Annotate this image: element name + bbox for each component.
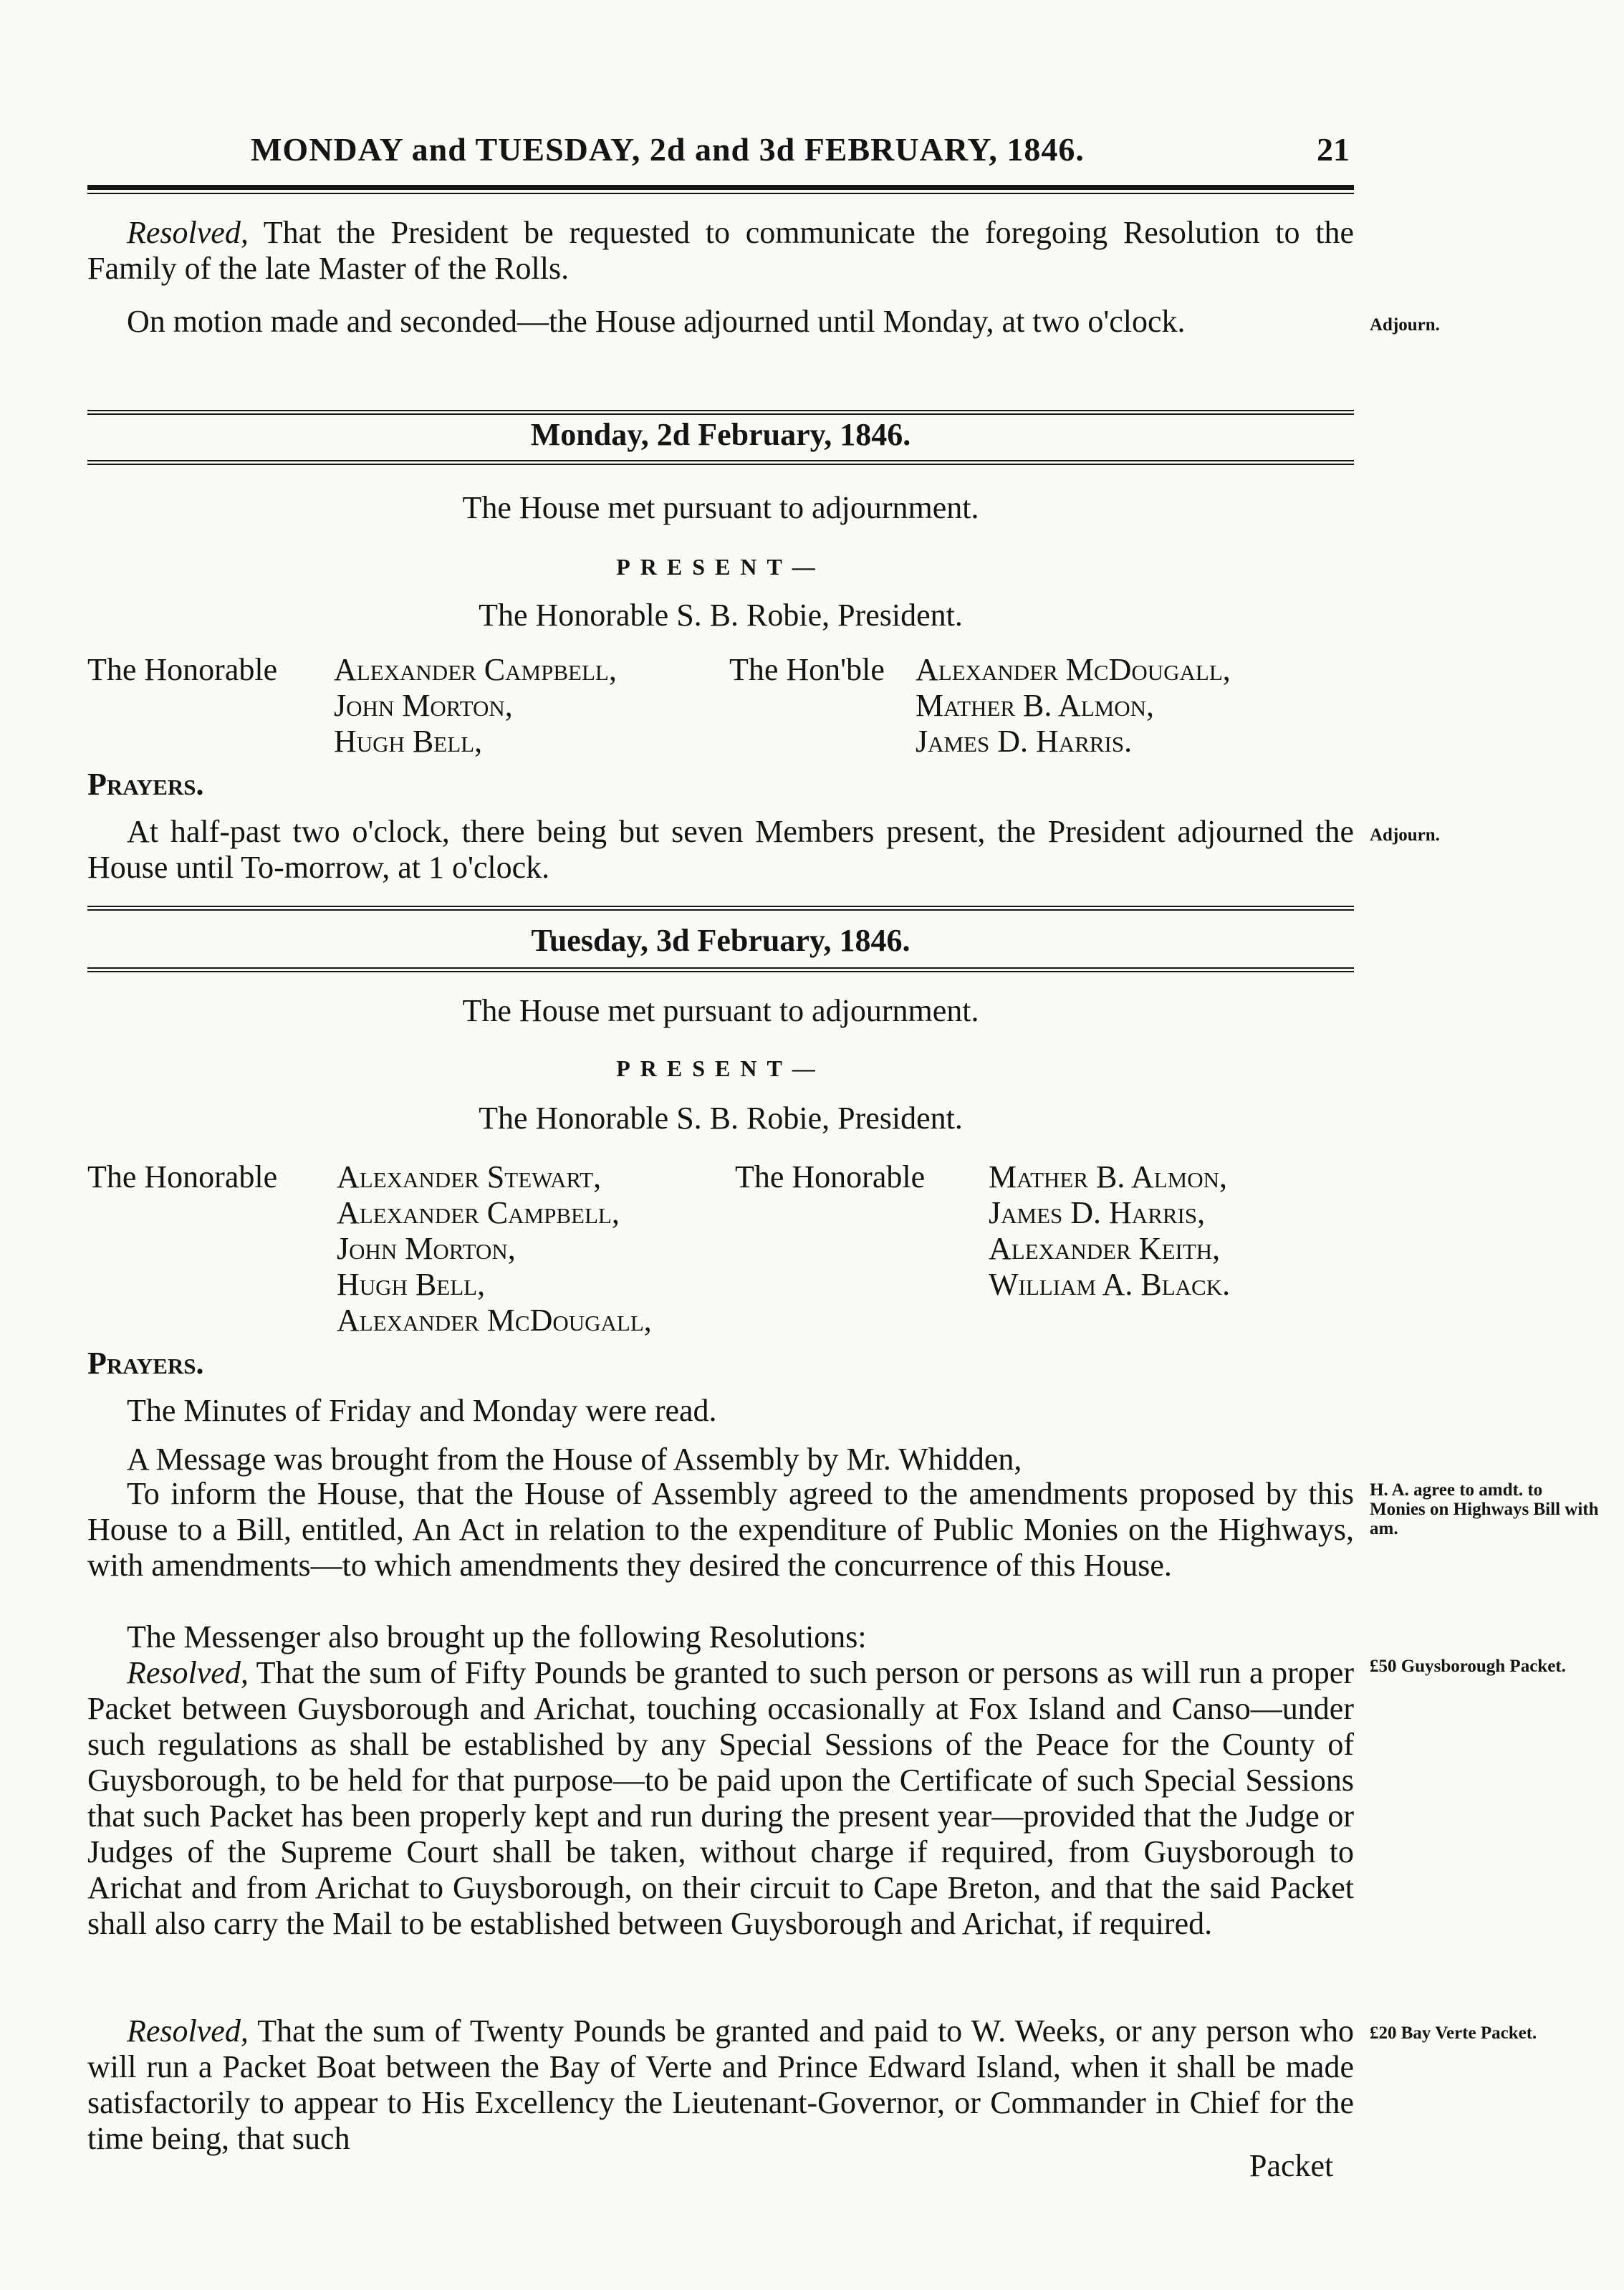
messenger-text: The Messenger also brought up the following Resolutions: xyxy=(127,1619,867,1654)
resolved-label: Resolved, xyxy=(127,1655,249,1690)
section-rule xyxy=(87,413,1354,415)
resolution-guysborough-text: That the sum of Fifty Pounds be granted to such person or persons as will run a proper Packet between Guysborough and Arichat, touching occasionally at Fox Island and Canso—under such regulations as shall be established by any Special Sessions of the Peace for the County of Guysborough, to be held for that purpose—to be paid upon the Certificate of such Special Sessions that such Packet has been properly kept and run during the present year—provided that the Judge or Judges of the Supreme Court shall be taken, without charge if required, from Guysborough to Arichat and from Arichat to Guysborough, on their circuit to Cape Breton, and that the said Packet shall also carry the Mail to be established between Guysborough and Arichat, if required. xyxy=(87,1655,1354,1941)
monday-met-line: The House met pursuant to adjournment. xyxy=(462,490,979,525)
adjourn-text: On motion made and seconded—the House adjourned until Monday, at two o'clock. xyxy=(127,304,1186,339)
section-rule xyxy=(87,460,1354,461)
tuesday-prayers: Prayers. xyxy=(87,1346,204,1381)
inform-paragraph xyxy=(87,1476,1354,1584)
tuesday-right-member: James D. Harris, xyxy=(989,1195,1206,1230)
resolution-guysborough xyxy=(87,1655,1354,1942)
section-rule xyxy=(87,464,1354,465)
tuesday-right-member: William A. Black. xyxy=(989,1267,1231,1302)
header-rule-thin xyxy=(87,193,1354,194)
section-rule xyxy=(87,967,1354,969)
running-title: MONDAY and TUESDAY, 2d and 3d FEBRUARY, 1846. xyxy=(251,131,1085,168)
section-rule xyxy=(87,906,1354,907)
monday-right-prefix: The Hon'ble xyxy=(729,652,885,687)
monday-adjourn-paragraph xyxy=(87,814,1354,886)
monday-left-member: John Morton, xyxy=(334,688,513,723)
tuesday-president: The Honorable S. B. Robie, President. xyxy=(479,1101,963,1136)
tuesday-right-member: Alexander Keith, xyxy=(989,1231,1221,1266)
monday-prayers: Prayers. xyxy=(87,767,204,802)
resolution-bay-verte-text: That the sum of Twenty Pounds be granted and paid to W. Weeks, or any person who will run a Packet Boat between the Bay of Verte and Prince Edward Island, when it shall be made satisfactorily to appear to His Excellency the Lieutenant-Governor, or Commander in Chief for the time being, that such xyxy=(87,2013,1354,2156)
tuesday-date-heading: Tuesday, 3d February, 1846. xyxy=(531,923,911,958)
tuesday-left-member: Alexander Campbell, xyxy=(337,1195,620,1230)
resolution-bay-verte xyxy=(87,2013,1354,2157)
messenger-paragraph xyxy=(87,1619,1354,1655)
tuesday-left-member: Alexander Stewart, xyxy=(337,1159,602,1194)
monday-right-member: Mather B. Almon, xyxy=(916,688,1154,723)
resolved-label: Resolved, xyxy=(127,2013,249,2049)
page-number: 21 xyxy=(1317,131,1350,168)
monday-date-heading: Monday, 2d February, 1846. xyxy=(530,417,911,452)
tuesday-left-member: John Morton, xyxy=(337,1231,516,1266)
tuesday-president-line xyxy=(87,1101,1354,1136)
tuesday-left-member: Hugh Bell, xyxy=(337,1267,486,1302)
monday-present-label: PRESENT— xyxy=(616,554,825,580)
margin-note-bay-verte: £20 Bay Verte Packet. xyxy=(1370,2023,1537,2043)
monday-left-prefix: The Honorable xyxy=(87,652,278,687)
adjourn-paragraph xyxy=(87,304,1354,340)
catchword: Packet xyxy=(1249,2148,1334,2183)
margin-note-highways: H. A. agree to amdt. to Monies on Highways Bill with am. xyxy=(1370,1480,1599,1538)
monday-right-member: James D. Harris. xyxy=(916,724,1133,759)
monday-president-line xyxy=(87,598,1354,633)
monday-adjourn-text: At half-past two o'clock, there being but seven Members present, the President adjourned the House until To-morrow, at 1 o'clock. xyxy=(87,814,1354,885)
inform-text: To inform the House, that the House of Assembly agreed to the amendments proposed by this House to a Bill, entitled, An Act in relation to the expenditure of Public Monies on the Highways, with amendments—to which amendments they desired the concurrence of this House. xyxy=(87,1476,1354,1583)
resolution-paragraph xyxy=(87,215,1354,287)
minutes-text: The Minutes of Friday and Monday were read. xyxy=(127,1393,717,1428)
header-rule-thick xyxy=(87,185,1354,190)
margin-note-guysborough: £50 Guysborough Packet. xyxy=(1370,1657,1566,1676)
tuesday-present-label: PRESENT— xyxy=(616,1055,825,1081)
monday-left-member: Hugh Bell, xyxy=(334,724,483,759)
resolution-text: That the President be requested to communicate the foregoing Resolution to the Family of the late Master of the Rolls. xyxy=(87,215,1354,286)
monday-president: The Honorable S. B. Robie, President. xyxy=(479,598,963,633)
resolved-label: Resolved, xyxy=(127,215,249,250)
monday-left-member: Alexander Campbell, xyxy=(334,652,617,687)
section-rule xyxy=(87,971,1354,972)
section-rule xyxy=(87,909,1354,911)
tuesday-right-prefix: The Honorable xyxy=(735,1159,926,1194)
monday-right-member: Alexander McDougall, xyxy=(916,652,1231,687)
message-paragraph xyxy=(87,1442,1354,1477)
section-rule xyxy=(87,410,1354,411)
tuesday-left-member: Alexander McDougall, xyxy=(337,1303,652,1338)
tuesday-met-line: The House met pursuant to adjournment. xyxy=(462,993,979,1028)
tuesday-right-member: Mather B. Almon, xyxy=(989,1159,1227,1194)
margin-note-adjourn-2: Adjourn. xyxy=(1370,825,1440,845)
tuesday-left-prefix: The Honorable xyxy=(87,1159,278,1194)
minutes-paragraph xyxy=(87,1393,1354,1429)
margin-note-adjourn-1: Adjourn. xyxy=(1370,315,1440,335)
message-text: A Message was brought from the House of Assembly by Mr. Whidden, xyxy=(127,1442,1022,1477)
